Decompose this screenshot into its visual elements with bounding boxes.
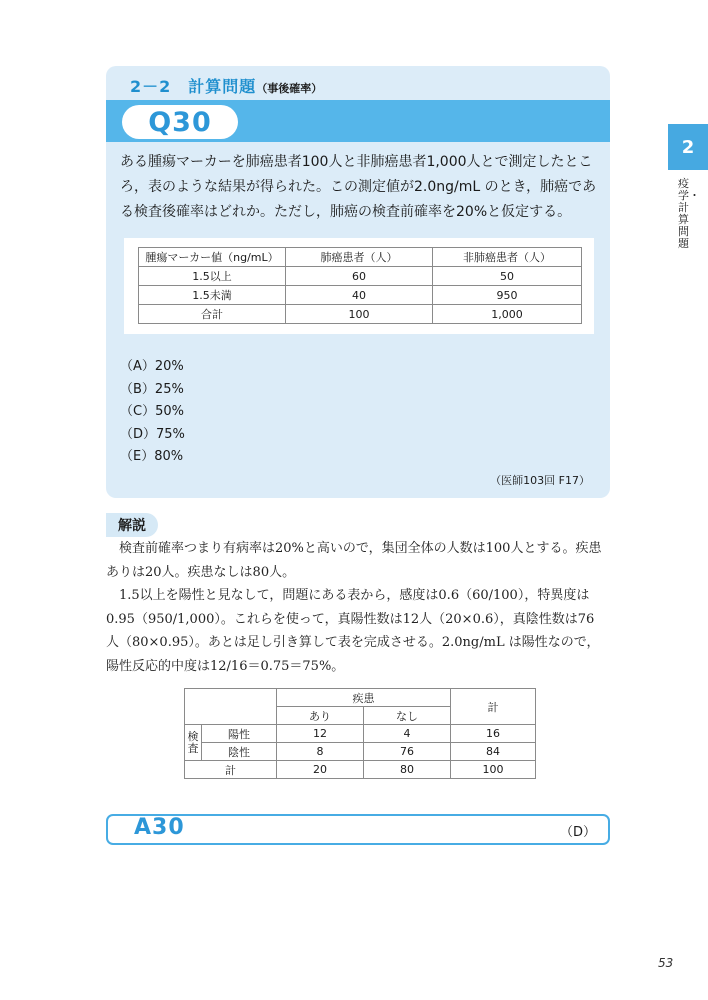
table-header-cell: なし	[364, 707, 451, 725]
table-cell: 12	[277, 725, 364, 743]
table-cell: 1.5未満	[139, 286, 286, 305]
table-row	[139, 305, 582, 324]
table-header-cell: 非肺癌患者（人）	[433, 248, 582, 267]
row-label: 計	[185, 761, 277, 779]
table-row	[139, 267, 582, 286]
table-row	[139, 286, 582, 305]
chapter-tab: 2	[668, 124, 708, 170]
table-cell: 100	[286, 305, 433, 324]
table-cell: 1.5以上	[139, 267, 286, 286]
choice-d: （D）75%	[120, 426, 185, 442]
total-header: 計	[451, 689, 536, 725]
table-cell: 60	[286, 267, 433, 286]
table-header-cell: 肺癌患者（人）	[286, 248, 433, 267]
section-title	[130, 74, 322, 97]
table-cell: 84	[451, 743, 536, 761]
table-header-cell: あり	[277, 707, 364, 725]
explanation-paragraph: 1.5以上を陽性と見なして，問題にある表から，感度は0.6（60/100），特異度は0.95（950/1,000）。これらを使って，真陽性数は12人（20×0.6），真陰性数は76人（80×0.95）。あとは足し引き算して表を完成させる。2.0ng/mL は陽性なので，陽性反応的中度は12/16＝0.75＝75%。	[106, 588, 600, 674]
question-table-panel	[124, 238, 594, 334]
row-label: 陽性	[202, 725, 277, 743]
table-cell: 76	[364, 743, 451, 761]
answer-badge: A30	[134, 815, 185, 840]
question-text: ある腫瘍マーカーを肺癌患者100人と非肺癌患者1,000人とで測定したところ，表のような結果が得られた。この測定値が2.0ng/mL のとき，肺癌である検査後確率はどれか。ただし，肺癌の検査前確率を20%と仮定する。	[120, 154, 597, 220]
table-cell: 16	[451, 725, 536, 743]
table-cell: 950	[433, 286, 582, 305]
choice-b: （B）25%	[120, 381, 184, 397]
disease-header: 疾患	[277, 689, 451, 707]
question-source: （医師103回 F17）	[490, 474, 590, 487]
table-cell: 4	[364, 725, 451, 743]
table-header-cell: 腫瘍マーカー値（ng/mL）	[139, 248, 286, 267]
table-cell: 20	[277, 761, 364, 779]
table-cell: 合計	[139, 305, 286, 324]
table-cell: 40	[286, 286, 433, 305]
page-number: 53	[658, 956, 674, 970]
table-cell: 50	[433, 267, 582, 286]
table-row	[185, 725, 536, 743]
row-label: 陰性	[202, 743, 277, 761]
table-corner-cell	[185, 689, 277, 725]
explanation-badge: 解説	[106, 513, 158, 537]
choice-c: （C）50%	[120, 404, 184, 420]
table-header-row	[185, 689, 536, 707]
choice-e: （E）80%	[120, 449, 184, 465]
result-table	[184, 688, 536, 779]
answer-value: （D）	[559, 825, 596, 840]
table-cell: 1,000	[433, 305, 582, 324]
table-header-row	[139, 248, 582, 267]
question-table	[138, 247, 582, 324]
explanation-text	[106, 537, 606, 678]
table-cell: 80	[364, 761, 451, 779]
table-row	[185, 743, 536, 761]
section-subtitle: （事後確率）	[256, 82, 323, 95]
test-label: 検査	[185, 725, 202, 761]
answer-choices	[120, 356, 185, 469]
table-cell: 8	[277, 743, 364, 761]
chapter-tab-label: 疫学・計算問題	[678, 177, 700, 250]
explanation-paragraph: 検査前確率つまり有病率は20%と高いので，集団全体の人数は100人とする。疾患ありは20人。疾患なしは80人。	[106, 541, 602, 580]
choice-a: （A）20%	[120, 359, 184, 374]
table-row	[185, 761, 536, 779]
question-badge: Q30	[122, 105, 238, 139]
table-cell: 100	[451, 761, 536, 779]
section-title-text: 2－2 計算問題	[130, 77, 257, 96]
